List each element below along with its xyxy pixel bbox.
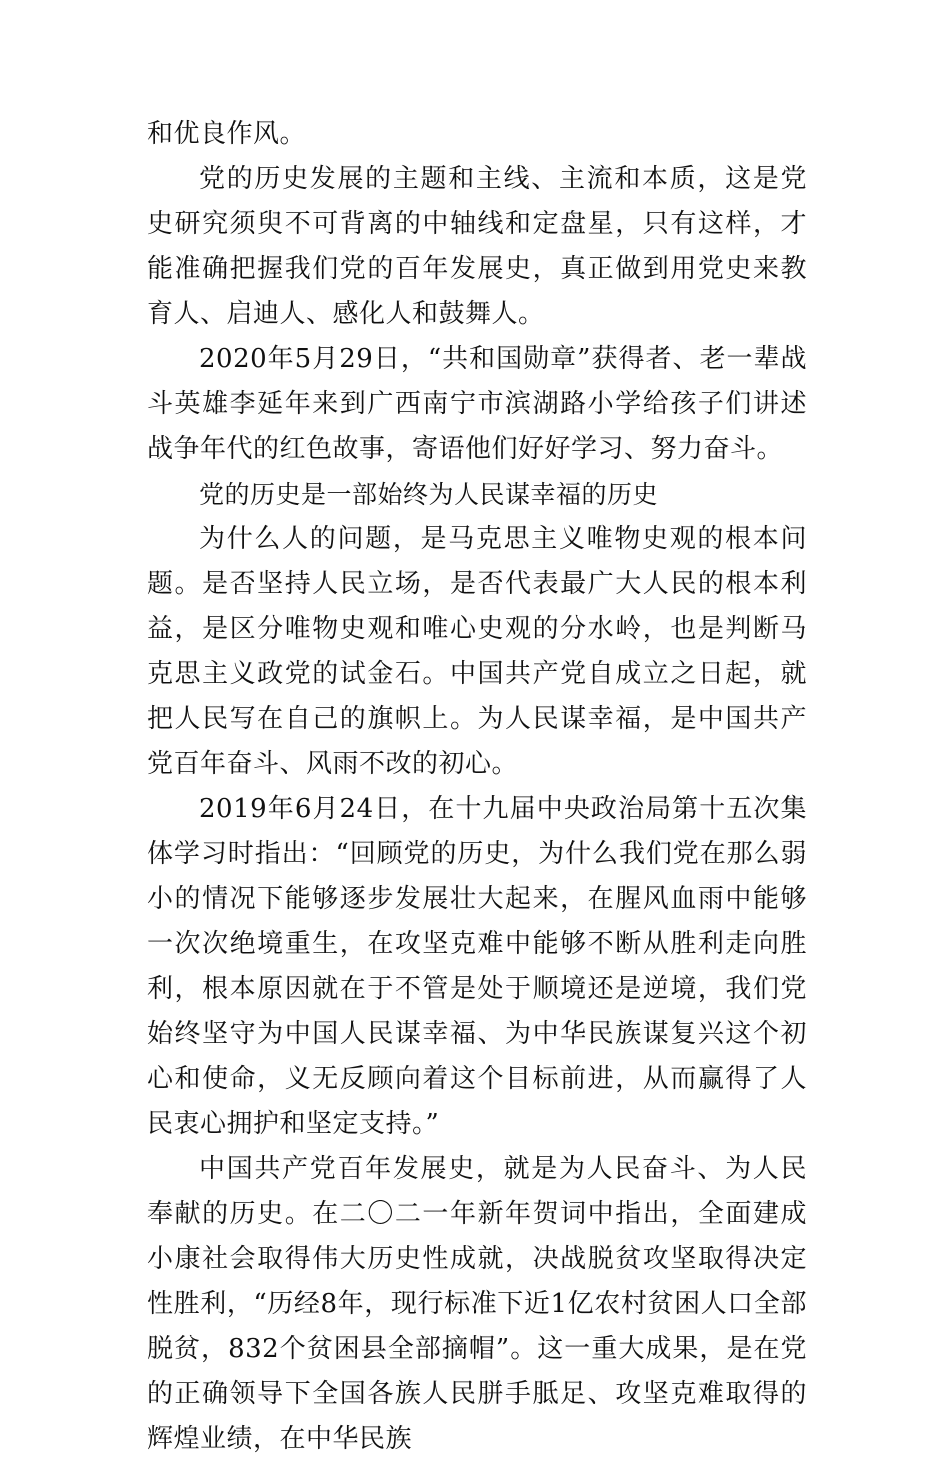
paragraph-li-yannian: 2020年5月29日，“共和国勋章”获得者、老一辈战斗英雄李延年来到广西南宁市滨湖路小学给孩子们讲述战争年代的红色故事，寄语他们好好学习、努力奋斗。 (147, 344, 807, 464)
document-body (147, 112, 807, 1462)
paragraph-continuation: 和优良作风。 (147, 119, 307, 149)
paragraph-poverty-alleviation: 中国共产党百年发展史，就是为人民奋斗、为人民奉献的历史。在二〇二一年新年贺词中指出，全面建成小康社会取得伟大历史性成就，决战脱贫攻坚取得决定性胜利，“历经8年，现行标准下近1亿农村贫困人口全部脱贫，832个贫困县全部摘帽”。这一重大成果，是在党的正确领导下全国各族人民胼手胝足、攻坚克难取得的辉煌业绩，在中华民族 (147, 1154, 807, 1454)
paragraph-people-question: 为什么人的问题，是马克思主义唯物史观的根本问题。是否坚持人民立场，是否代表最广大人民的根本利益，是区分唯物史观和唯心史观的分水岭，也是判断马克思主义政党的试金石。中国共产党自成立之日起，就把人民写在自己的旗帜上。为人民谋幸福，是中国共产党百年奋斗、风雨不改的初心。 (147, 524, 807, 779)
section-heading: 党的历史是一部始终为人民谋幸福的历史 (199, 480, 659, 509)
paragraph-2019-study-session: 2019年6月24日，在十九届中央政治局第十五次集体学习时指出：“回顾党的历史，为什么我们党在那么弱小的情况下能够逐步发展壮大起来，在腥风血雨中能够一次次绝境重生，在攻坚克难中能够不断从胜利走向胜利，根本原因就在于不管是处于顺境还是逆境，我们党始终坚守为中国人民谋幸福、为中华民族谋复兴这个初心和使命，义无反顾向着这个目标前进，从而赢得了人民衷心拥护和坚定支持。” (147, 794, 807, 1139)
paragraph-party-history-theme: 党的历史发展的主题和主线、主流和本质，这是党史研究须臾不可背离的中轴线和定盘星，只有这样，才能准确把握我们党的百年发展史，真正做到用党史来教育人、启迪人、感化人和鼓舞人。 (147, 164, 807, 329)
